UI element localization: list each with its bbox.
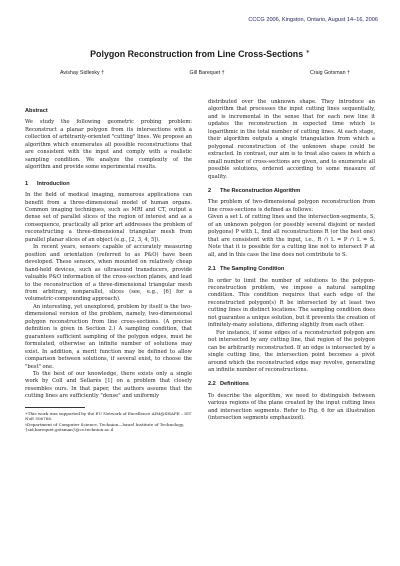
section-2-2-title: Definitions <box>220 381 249 388</box>
author-3: Craig Gotsman † <box>309 70 350 76</box>
section-2-2-paragraph-1: To describe the algorithm, we need to distinguish between various regions of the plane created by the input cutting lines and intersection segments. Refer to Fig. 6 for an illustration (intersection segments emphasized). <box>208 392 375 422</box>
section-2-1-paragraph-1: In order to limit the number of solutions to the polygon-reconstruction problem, we impose a natural sampling condition. This condition requires that each edge of the reconstructed polygon(s) R be intersected by at least two cutting lines in distinct locations. The sampling condition does not guarantee a unique solution, but it prevents the creation of infinitely-many solutions, differing slightly from each other. <box>208 277 375 329</box>
section-2-title: The Reconstruction Algorithm <box>220 187 301 194</box>
title-footnote-mark: ∗ <box>305 49 310 56</box>
section-1-number: 1 <box>25 180 29 187</box>
intro-paragraph-2: In recent years, sensors capable of accurately measuring position and orientation (referred to as P&O) have been developed. These sensors, when mounted on relatively cheap hand-held devices, such as ultrasound transducers, provide valuable P&O information of the cross-section planes, and lead to the reconstruction of a three-dimensional triangular mesh from arbitrary, nonparallel, slices (see, e.g., [6] for a volumetric-compounding approach). <box>25 244 192 303</box>
running-header: CCCG 2006, Kingston, Ontario, August 14–16, 2006 <box>248 17 378 23</box>
section-1-heading <box>25 181 192 188</box>
intro-paragraph-continued: distributed over the unknown shape. They introduce an algorithm that processes the input cutting lines sequentially, and is incremental in the sense that for each new line it updates the reconstruction in expected time which is logarithmic in the total number of cutting lines. At each stage, their algorithm outputs a single triangulation from which a polygonal reconstruction of the unknown shape could be extracted. In contrast, our aim is to treat also cases in which a small number of cross-sections are given, and to enumerate all possible solutions, ordered according to some measure of quality. <box>208 99 375 180</box>
section-2-number: 2 <box>208 187 212 194</box>
right-column <box>208 99 375 423</box>
author-2: Gill Barequet † <box>189 70 225 76</box>
footnote-2: †Department of Computer Science, Technion—Israel Institute of Technology, {sid,barequet,gotsman}@cs.technion.ac.il <box>25 421 185 432</box>
author-list <box>60 70 350 76</box>
author-1: Avishay Sidlesky † <box>60 70 105 76</box>
intro-paragraph-4: To the best of our knowledge, there exists only a single work by Coll and Sellarès [1] on a problem that closely resembles ours. In that paper, the authors assume that the cutting lines are sufficiently "dense" and uniformly <box>25 370 192 400</box>
left-column <box>25 108 192 432</box>
section-2-2-number: 2.2 <box>208 381 216 388</box>
section-2-1-paragraph-2: For instance, if some edges of a reconstructed polygon are not intersected by any cutting line, that region of the polygon can be arbitrarily reconstructed. If an edge is intersected by a single cutting line, the intersection point becomes a pivot around which the reconstructed edge may revolve, generating an infinite number of reconstructions. <box>208 329 375 373</box>
section-1-title: Introduction <box>37 180 70 187</box>
section-2-paragraph-1: The problem of two-dimensional polygon reconstruction from line cross-sections is defined as follows: <box>208 199 375 213</box>
section-2-paragraph-2: Given a set L of cutting lines and the intersection-segments, S, of an unknown polygon (or possibly several disjoint or nested polygons) P with L, find all reconstructions R (or the best one) that are consistent with the input, i.e., R ∩ L = P ∩ L = S. Note that it is possible for a cutting line not to intersect P at all, and in this case the line does not contribute to S. <box>208 214 375 258</box>
paper-title-text: Polygon Reconstruction from Line Cross-Sections <box>90 49 304 59</box>
abstract-text: We study the following geometric probing problem: Reconstruct a planar polygon from its intersections with a collection of arbitrarily-oriented "cutting" lines. We propose an algorithm which enumerates all possible reconstructions that are consistent with the input and comply with a realistic sampling condition. We analyze the complexity of the algorithm and provide some experimental results. <box>25 119 192 171</box>
paper-title <box>0 49 400 59</box>
intro-paragraph-3: An interesting, yet unexplored, problem by itself is the two-dimensional version of the problem, namely, two-dimensional polygon reconstruction from line cross-sections. (A precise definition is given in Section 2.) A sampling condition, that guarantees sufficient sampling of the polygon edges, must be formulated, otherwise an infinite number of solutions may exist. In addition, a merit function may be defined to allow comparison between solutions, if several exist, to choose the "best" one. <box>25 303 192 370</box>
section-2-1-title: The Sampling Condition <box>220 266 285 273</box>
section-2-2-heading <box>208 381 375 388</box>
abstract-heading: Abstract <box>25 108 48 114</box>
intro-paragraph-1: In the field of medical imaging, numerous applications can benefit from a three-dimensional model of human organs. Common imaging techniques, such as MRI and CT, output a dense set of parallel slices of the region of interest and as a consequence, practically all prior art addresses the problem of reconstructing a three-dimensional triangular mesh from parallel planar slices of an object (e.g., [2, 3, 4, 5]). <box>25 192 192 243</box>
footnote-rule <box>25 407 85 408</box>
section-2-heading <box>208 188 375 195</box>
section-2-1-number: 2.1 <box>208 266 216 273</box>
section-2-1-heading <box>208 266 375 273</box>
footnote-1: ∗This work was supported by the EU Network of Excellence AIM@SHAPE – IST NoE 506766. <box>25 410 192 422</box>
